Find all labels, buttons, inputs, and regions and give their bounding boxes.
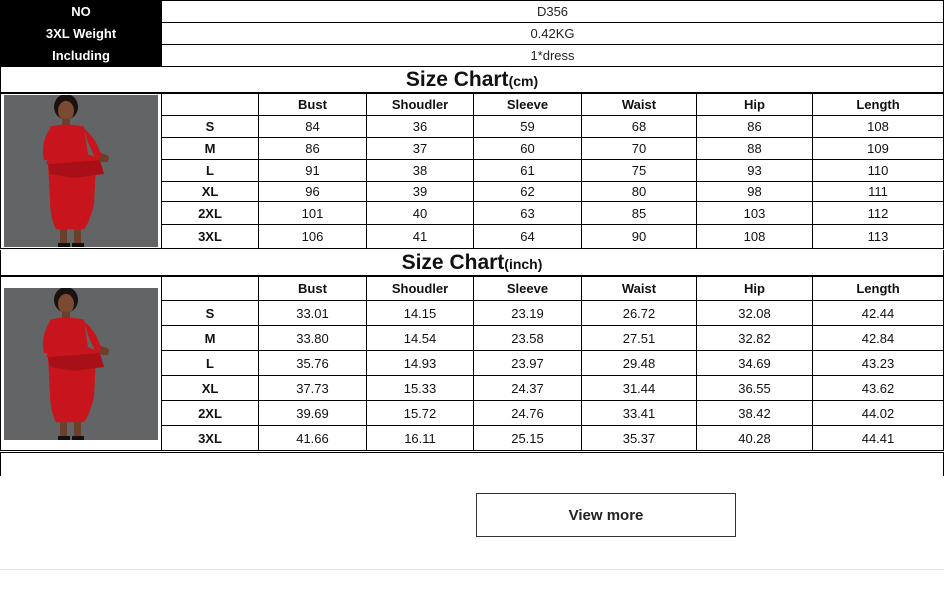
size-header-row [1,94,944,116]
measurement-cell: 101 [259,202,367,225]
measurement-cell: 42.84 [813,326,944,351]
size-label: M [162,326,259,351]
measurement-cell: 41.66 [259,426,367,451]
measurement-cell: 96 [259,182,367,202]
column-header: Waist [582,277,697,301]
measurement-cell: 59 [474,116,582,138]
measurement-cell: 63 [474,202,582,225]
info-row [1,23,944,45]
info-value: 0.42KG [162,23,944,45]
cm-size-table [0,93,944,249]
measurement-cell: 25.15 [474,426,582,451]
measurement-cell: 103 [697,202,813,225]
column-header: Shoudler [367,277,474,301]
info-value: D356 [162,1,944,23]
measurement-cell: 37 [367,138,474,160]
measurement-cell: 41 [367,225,474,249]
size-label: M [162,138,259,160]
measurement-cell: 14.15 [367,301,474,326]
measurement-cell: 110 [813,160,944,182]
corner-cell [162,94,259,116]
measurement-cell: 88 [697,138,813,160]
measurement-cell: 34.69 [697,351,813,376]
measurement-cell: 35.37 [582,426,697,451]
measurement-cell: 40 [367,202,474,225]
measurement-cell: 98 [697,182,813,202]
measurement-cell: 33.01 [259,301,367,326]
measurement-cell: 108 [813,116,944,138]
measurement-cell: 38.42 [697,401,813,426]
measurement-cell: 62 [474,182,582,202]
measurement-cell: 90 [582,225,697,249]
size-label: S [162,116,259,138]
measurement-cell: 43.62 [813,376,944,401]
measurement-cell: 35.76 [259,351,367,376]
info-row [1,1,944,23]
measurement-cell: 39 [367,182,474,202]
inch-chart-title [0,250,944,276]
column-header: Sleeve [474,94,582,116]
measurement-cell: 23.58 [474,326,582,351]
column-header: Sleeve [474,277,582,301]
cm-chart-title-text: Size Chart [405,68,509,91]
measurement-cell: 42.44 [813,301,944,326]
measurement-cell: 108 [697,225,813,249]
measurement-cell: 113 [813,225,944,249]
measurement-cell: 70 [582,138,697,160]
size-label: 2XL [162,202,259,225]
measurement-cell: 75 [582,160,697,182]
measurement-cell: 29.48 [582,351,697,376]
measurement-cell: 106 [259,225,367,249]
size-label: L [162,160,259,182]
measurement-cell: 39.69 [259,401,367,426]
inch-chart-title-text: Size Chart [401,251,505,274]
measurement-cell: 32.82 [697,326,813,351]
table-bottom-area [0,452,944,476]
size-label: 3XL [162,426,259,451]
info-key: NO [1,1,162,23]
info-key: 3XL Weight [1,23,162,45]
column-header: Length [813,94,944,116]
column-header: Hip [697,94,813,116]
measurement-cell: 44.02 [813,401,944,426]
measurement-cell: 26.72 [582,301,697,326]
measurement-cell: 43.23 [813,351,944,376]
dress-photo-cell [1,94,162,249]
measurement-cell: 61 [474,160,582,182]
measurement-cell: 84 [259,116,367,138]
measurement-cell: 15.33 [367,376,474,401]
size-label: 2XL [162,401,259,426]
info-value: 1*dress [162,45,944,67]
measurement-cell: 44.41 [813,426,944,451]
measurement-cell: 86 [697,116,813,138]
size-label: L [162,351,259,376]
measurement-cell: 111 [813,182,944,202]
inch-size-table [0,276,944,451]
measurement-cell: 24.37 [474,376,582,401]
measurement-cell: 68 [582,116,697,138]
measurement-cell: 37.73 [259,376,367,401]
size-label: XL [162,182,259,202]
measurement-cell: 14.54 [367,326,474,351]
measurement-cell: 24.76 [474,401,582,426]
size-label: XL [162,376,259,401]
column-header: Length [813,277,944,301]
view-more-button[interactable]: View more [476,493,736,537]
dress-photo [4,95,158,247]
dress-photo [4,288,158,440]
corner-cell [162,277,259,301]
measurement-cell: 109 [813,138,944,160]
measurement-cell: 40.28 [697,426,813,451]
column-header: Hip [697,277,813,301]
measurement-cell: 60 [474,138,582,160]
measurement-cell: 32.08 [697,301,813,326]
info-row [1,45,944,67]
measurement-cell: 14.93 [367,351,474,376]
measurement-cell: 33.41 [582,401,697,426]
measurement-cell: 38 [367,160,474,182]
measurement-cell: 80 [582,182,697,202]
measurement-cell: 112 [813,202,944,225]
measurement-cell: 86 [259,138,367,160]
footer-divider [0,569,944,570]
size-header-row [1,277,944,301]
column-header: Shoudler [367,94,474,116]
cm-chart-unit: (cm) [508,73,539,89]
measurement-cell: 23.97 [474,351,582,376]
measurement-cell: 23.19 [474,301,582,326]
measurement-cell: 27.51 [582,326,697,351]
measurement-cell: 36 [367,116,474,138]
info-key: Including [1,45,162,67]
measurement-cell: 31.44 [582,376,697,401]
measurement-cell: 15.72 [367,401,474,426]
dress-photo-cell [1,277,162,451]
size-label: S [162,301,259,326]
column-header: Waist [582,94,697,116]
column-header: Bust [259,94,367,116]
measurement-cell: 85 [582,202,697,225]
measurement-cell: 91 [259,160,367,182]
size-label: 3XL [162,225,259,249]
product-info-table [0,0,944,67]
column-header: Bust [259,277,367,301]
measurement-cell: 64 [474,225,582,249]
measurement-cell: 16.11 [367,426,474,451]
cm-chart-title [0,67,944,93]
inch-chart-unit: (inch) [504,256,543,272]
measurement-cell: 36.55 [697,376,813,401]
measurement-cell: 93 [697,160,813,182]
measurement-cell: 33.80 [259,326,367,351]
